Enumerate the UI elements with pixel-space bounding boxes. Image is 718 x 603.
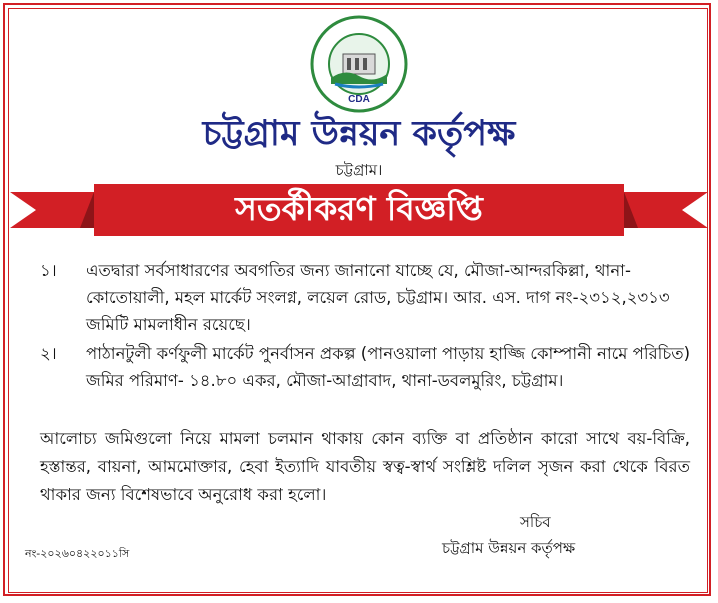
signatory-organization: চট্টগ্রাম উন্নয়ন কর্তৃপক্ষ bbox=[442, 539, 576, 557]
item-number: ১। bbox=[40, 261, 57, 280]
organization-location: চট্টগ্রাম। bbox=[335, 161, 383, 179]
item-text: এতদ্বারা সর্বসাধারণের অবগতির জন্য জানানো যাচ্ছে যে, মৌজা-আন্দরকিল্লা, থানা-কোতোয়ালী, মহল মার্কেট সংলগ্ন, লয়েল রোড, চট্টগ্রাম। আর. এস. দাগ নং-২৩১২,২৩১৩ জমিটি মামলাধীন রয়েছে। bbox=[86, 261, 670, 334]
item-number: ২। bbox=[40, 344, 57, 363]
item-text: পাঠানটুলী কর্ণফুলী মার্কেট পুনর্বাসন প্রকল্প (পানওয়ালা পাড়ায় হাজ্জি কোম্পানী নামে পরিচিত) জমির পরিমাণ- ১৪.৮০ একর, মৌজা-আগ্রাবাদ, থানা-ডবলমুরিং, চট্টগ্রাম। bbox=[86, 344, 691, 390]
closing-paragraph: আলোচ্য জমিগুলো নিয়ে মামলা চলমান থাকায় কোন ব্যক্তি বা প্রতিষ্ঠান কারো সাথে বয়-বিক্রি, হস্তান্তর, বায়না, আমমোক্তার, হেবা ইত্যাদি যাবতীয় স্বত্ব-স্বার্থ সংশ্লিষ্ট দলিল সৃজন করা থেকে বিরত থাকার জন্য বিশেষভাবে অনুরোধ করা হলো। bbox=[40, 429, 690, 504]
signatory-designation: সচিব bbox=[520, 513, 551, 531]
svg-text:CDA: CDA bbox=[348, 94, 370, 105]
cda-logo bbox=[309, 14, 409, 114]
reference-number: নং-২০২৬০৪২২০১১সি bbox=[25, 547, 130, 560]
organization-title: চট্টগ্রাম উন্নয়ন কর্তৃপক্ষ bbox=[202, 114, 516, 154]
notice-heading: সতর্কীকরণ বিজ্ঞপ্তি bbox=[235, 189, 483, 228]
